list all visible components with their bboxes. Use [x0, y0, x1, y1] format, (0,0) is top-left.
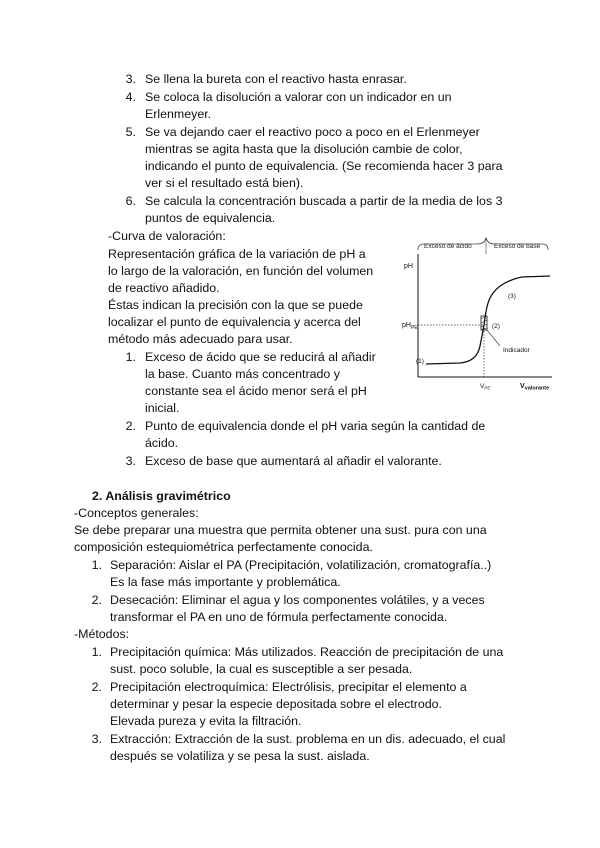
metodos-item-text: Elevada pureza y evita la filtración. — [110, 714, 302, 728]
section-2-title: 2. Análisis gravimétrico — [92, 489, 231, 503]
step-text: Erlenmeyer. — [145, 107, 212, 121]
step-number: 4. — [125, 90, 136, 104]
step-text: Se llena la bureta con el reactivo hasta enrasar. — [145, 72, 407, 86]
phpe-label: $pH_{PE}$ — [402, 322, 418, 331]
conceptos-item-text: transformar el PA en uno de fórmula perfectamente conocida. — [110, 610, 448, 624]
conceptos-heading: -Conceptos generales: — [74, 506, 199, 520]
metodos-item-text: determinar y pesar la especie depositada sobre el electrodo. — [110, 697, 442, 711]
vpe-label: $V_{PE}$ — [480, 383, 491, 391]
conceptos-item-text: Separación: Aislar el PA (Precipitación, volatilización, cromatografía..) — [110, 558, 492, 572]
metodos-item-text: después se volatiliza y se pesa la sust. aislada. — [110, 749, 370, 763]
conceptos-item-number: 2. — [91, 593, 102, 607]
curva-paragraph-line: localizar el punto de equivalencia y acerca del — [108, 315, 361, 329]
curva-item-text: Exceso de base que aumentará al añadir el valorante. — [145, 454, 442, 468]
metodos-item-number: 1. — [91, 645, 102, 659]
step-text: mientras se agita hasta que la disolución cambie de color, — [145, 142, 463, 156]
curva-item-text: ácido. — [145, 436, 179, 450]
region-2-label: (2) — [492, 323, 500, 330]
step-text: ver si el resultado está bien). — [145, 176, 304, 190]
curva-paragraph-line: Representación gráfica de la variación de pH a — [108, 247, 366, 261]
curva-item-number: 2. — [125, 419, 136, 433]
metodos-item-number: 3. — [91, 732, 102, 746]
curva-paragraph-line: de reactivo añadido. — [108, 281, 220, 295]
curva-item-text: la base. Cuanto más concentrado y — [145, 367, 340, 381]
metodos-item-text: Extracción: Extracción de la sust. problema en un dis. adecuado, el cual — [110, 732, 506, 746]
curva-paragraph-line: Éstas indican la precisión con la que se puede — [108, 298, 363, 312]
metodos-item-text: sust. poco soluble, la cual es susceptible a ser pesada. — [110, 662, 413, 676]
curva-item-text: Punto de equivalencia donde el pH varia según la cantidad de — [145, 419, 486, 433]
conceptos-item-number: 1. — [91, 558, 102, 572]
conceptos-text: composición estequiométrica perfectamente conocida. — [74, 540, 373, 554]
step-text: indicando el punto de equivalencia. (Se recomienda hacer 3 para — [145, 159, 503, 173]
conceptos-text: Se debe preparar una muestra que permita obtener una sust. pura con una — [74, 523, 487, 537]
acid-excess-label: Exceso de ácido — [424, 243, 472, 250]
curva-heading: -Curva de valoración: — [108, 229, 226, 243]
region-3-label: (3) — [508, 293, 516, 300]
step-number: 5. — [125, 125, 136, 139]
step-text: Se va dejando caer el reactivo poco a poco en el Erlenmeyer — [145, 125, 480, 139]
base-excess-label: Exceso de base — [494, 243, 541, 250]
ph-axis-label: pH — [404, 263, 413, 270]
metodos-item-text: Precipitación química: Más utilizados. Reacción de precipitación de una — [110, 645, 504, 659]
step-text: Se calcula la concentración buscada a partir de la media de los 3 — [145, 194, 503, 208]
curva-item-text: Exceso de ácido que se reducirá al añadir — [145, 350, 376, 364]
region-1-label: (1) — [416, 358, 424, 365]
conceptos-item-text: Desecación: Eliminar el agua y los componentes volátiles, y a veces — [110, 593, 485, 607]
v-valorante-label: $V_{valorante}$ — [520, 383, 550, 392]
step-text: Se coloca la disolución a valorar con un indicador en un — [145, 90, 452, 104]
curva-item-text: inicial. — [145, 401, 180, 415]
step-number: 3. — [125, 72, 136, 86]
curva-item-number: 1. — [125, 350, 136, 364]
curva-item-text: constante sea el ácido menor será el pH — [145, 384, 367, 398]
titration-curve — [426, 276, 550, 364]
curva-item-number: 3. — [125, 454, 136, 468]
step-text: puntos de equivalencia. — [145, 211, 276, 225]
metodos-item-text: Precipitación electroquímica: Electrólisis, precipitar el elemento a — [110, 680, 467, 694]
indicator-label: Indicador — [503, 347, 530, 354]
titration-curve-figure — [400, 236, 560, 398]
curva-paragraph-line: método más adecuado para usar. — [108, 332, 293, 346]
metodos-item-number: 2. — [91, 680, 102, 694]
indicator-pointer — [487, 330, 500, 346]
step-number: 6. — [125, 194, 136, 208]
metodos-heading: -Métodos: — [74, 627, 130, 641]
curva-paragraph-line: lo largo de la valoración, en función del volumen — [108, 264, 374, 278]
conceptos-item-text: Es la fase más importante y problemática. — [110, 575, 341, 589]
